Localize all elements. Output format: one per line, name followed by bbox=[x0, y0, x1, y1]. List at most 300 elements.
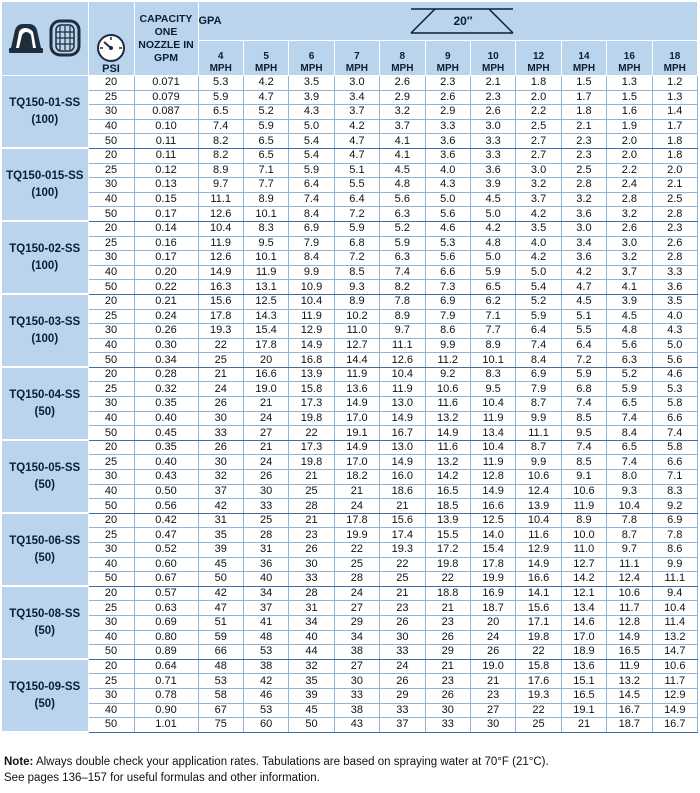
table-row bbox=[2, 163, 698, 178]
gpa-value: 2.8 bbox=[561, 178, 606, 193]
gpa-value: 5.0 bbox=[425, 192, 470, 207]
gpa-value: 9.9 bbox=[289, 265, 334, 280]
psi-value: 20 bbox=[88, 148, 134, 163]
capacity-value: 0.11 bbox=[134, 148, 198, 163]
pressure-gauge-icon bbox=[96, 33, 126, 63]
gpa-value: 3.0 bbox=[516, 163, 561, 178]
gpa-value: 21 bbox=[425, 601, 470, 616]
nozzle-model-cell bbox=[2, 148, 88, 221]
capacity-value: 0.10 bbox=[134, 119, 198, 134]
gpa-value: 5.9 bbox=[470, 265, 515, 280]
gpa-value: 51 bbox=[198, 615, 243, 630]
gpa-value: 67 bbox=[198, 703, 243, 718]
gpa-value: 10.9 bbox=[289, 280, 334, 295]
gpa-value: 11.7 bbox=[607, 601, 652, 616]
gpa-value: 2.7 bbox=[516, 134, 561, 149]
capacity-value: 0.32 bbox=[134, 382, 198, 397]
gpa-value: 7.4 bbox=[607, 411, 652, 426]
gpa-value: 21 bbox=[380, 586, 425, 601]
gpa-value: 6.6 bbox=[652, 411, 697, 426]
gpa-value: 7.8 bbox=[380, 294, 425, 309]
gpa-value: 7.4 bbox=[516, 338, 561, 353]
gpa-value: 33 bbox=[380, 703, 425, 718]
strainer-mesh: (100) bbox=[31, 113, 59, 126]
gpa-value: 2.5 bbox=[652, 192, 697, 207]
gpa-value: 3.7 bbox=[380, 119, 425, 134]
gpa-value: 6.8 bbox=[334, 236, 379, 251]
table-row bbox=[2, 411, 698, 426]
gpa-value: 11.2 bbox=[425, 353, 470, 368]
gpa-value: 9.9 bbox=[516, 455, 561, 470]
gpa-value: 2.9 bbox=[380, 90, 425, 105]
gpa-value: 17.6 bbox=[516, 674, 561, 689]
capacity-value: 0.14 bbox=[134, 221, 198, 236]
gpa-value: 14.3 bbox=[243, 309, 288, 324]
gpa-value: 5.9 bbox=[243, 119, 288, 134]
gpa-value: 7.2 bbox=[334, 207, 379, 222]
psi-value: 30 bbox=[88, 251, 134, 266]
gpa-value: 9.1 bbox=[561, 470, 606, 485]
gpa-value: 6.8 bbox=[561, 382, 606, 397]
gpa-value: 21 bbox=[289, 513, 334, 528]
gpa-value: 14.9 bbox=[380, 411, 425, 426]
psi-value: 25 bbox=[88, 309, 134, 324]
gpa-value: 14.9 bbox=[607, 630, 652, 645]
speed-value: 10 bbox=[487, 51, 499, 62]
speed-unit: MPH bbox=[300, 63, 323, 74]
gpa-value: 11.1 bbox=[652, 572, 697, 587]
gpa-value: 1.7 bbox=[561, 90, 606, 105]
gpa-value: 1.8 bbox=[561, 105, 606, 120]
capacity-value: 0.24 bbox=[134, 309, 198, 324]
gpa-value: 38 bbox=[243, 659, 288, 674]
speed-value: 7 bbox=[354, 51, 360, 62]
gpa-value: 17.8 bbox=[243, 338, 288, 353]
gpa-value: 15.8 bbox=[516, 659, 561, 674]
gpa-value: 11.9 bbox=[380, 382, 425, 397]
gpa-value: 17.8 bbox=[470, 557, 515, 572]
gpa-value: 4.2 bbox=[243, 76, 288, 91]
nozzle-spacing-label: 20″ bbox=[453, 14, 473, 28]
speed-header-10-mph bbox=[470, 41, 515, 76]
table-row bbox=[2, 324, 698, 339]
gpa-value: 11.9 bbox=[243, 265, 288, 280]
table-row bbox=[2, 76, 698, 91]
gpa-value: 26 bbox=[380, 674, 425, 689]
gpa-value: 15.6 bbox=[380, 513, 425, 528]
gpa-value: 23 bbox=[380, 601, 425, 616]
gpa-value: 19.9 bbox=[334, 528, 379, 543]
table-row bbox=[2, 367, 698, 382]
psi-value: 50 bbox=[88, 280, 134, 295]
psi-value: 30 bbox=[88, 324, 134, 339]
capacity-value: 0.20 bbox=[134, 265, 198, 280]
gpa-value: 5.5 bbox=[334, 178, 379, 193]
gpa-value: 5.9 bbox=[516, 309, 561, 324]
gpa-value: 3.6 bbox=[561, 207, 606, 222]
gpa-value: 5.9 bbox=[380, 236, 425, 251]
gpa-value: 8.4 bbox=[607, 426, 652, 441]
gpa-value: 4.8 bbox=[380, 178, 425, 193]
gpa-value: 2.4 bbox=[607, 178, 652, 193]
capacity-value: 0.42 bbox=[134, 513, 198, 528]
speed-header-16-mph bbox=[607, 41, 652, 76]
gpa-value: 4.2 bbox=[561, 265, 606, 280]
gpa-value: 14.9 bbox=[516, 557, 561, 572]
table-row bbox=[2, 338, 698, 353]
gpa-value: 3.2 bbox=[561, 192, 606, 207]
gpa-value: 27 bbox=[334, 601, 379, 616]
capacity-value: 0.30 bbox=[134, 338, 198, 353]
nozzle-model: TQ150-04-SS bbox=[9, 388, 81, 401]
gpa-value: 8.9 bbox=[243, 192, 288, 207]
gpa-value: 3.9 bbox=[289, 90, 334, 105]
gpa-value: 14.2 bbox=[561, 572, 606, 587]
gpa-value: 16.6 bbox=[516, 572, 561, 587]
gpa-value: 6.3 bbox=[380, 251, 425, 266]
capacity-value: 0.35 bbox=[134, 397, 198, 412]
speed-unit: MPH bbox=[618, 63, 641, 74]
gpa-value: 4.7 bbox=[334, 134, 379, 149]
gpa-value: 21 bbox=[425, 659, 470, 674]
gpa-value: 5.6 bbox=[652, 353, 697, 368]
gpa-value: 17.8 bbox=[334, 513, 379, 528]
speed-unit: MPH bbox=[391, 63, 414, 74]
gpa-value: 3.0 bbox=[561, 221, 606, 236]
gpa-value: 7.4 bbox=[561, 397, 606, 412]
gpa-value: 4.2 bbox=[334, 119, 379, 134]
strainer-icon bbox=[51, 21, 79, 55]
gpa-value: 4.8 bbox=[607, 324, 652, 339]
psi-value: 30 bbox=[88, 397, 134, 412]
capacity-value: 0.35 bbox=[134, 440, 198, 455]
gpa-value: 10.4 bbox=[516, 513, 561, 528]
gpa-value: 13.2 bbox=[425, 411, 470, 426]
gpa-value: 5.1 bbox=[334, 163, 379, 178]
gpa-value: 10.1 bbox=[243, 251, 288, 266]
gpa-value: 3.3 bbox=[470, 148, 515, 163]
gpa-value: 2.0 bbox=[516, 90, 561, 105]
gpa-value: 10.6 bbox=[516, 470, 561, 485]
gpa-value: 42 bbox=[198, 499, 243, 514]
gpa-value: 15.5 bbox=[425, 528, 470, 543]
gpa-value: 7.4 bbox=[380, 265, 425, 280]
gpa-value: 11.6 bbox=[516, 528, 561, 543]
psi-label: PSI bbox=[102, 63, 120, 75]
gpa-value: 5.2 bbox=[607, 367, 652, 382]
gpa-value: 15.4 bbox=[243, 324, 288, 339]
gpa-value: 8.3 bbox=[652, 484, 697, 499]
gpa-value: 6.4 bbox=[516, 324, 561, 339]
gpa-value: 6.4 bbox=[289, 178, 334, 193]
gpa-value: 7.4 bbox=[652, 426, 697, 441]
gpa-value: 2.8 bbox=[607, 192, 652, 207]
gpa-value: 4.2 bbox=[516, 251, 561, 266]
gpa-value: 10.4 bbox=[470, 397, 515, 412]
gpa-value: 29 bbox=[380, 688, 425, 703]
header-row-top bbox=[2, 2, 698, 41]
gpa-value: 8.9 bbox=[561, 513, 606, 528]
gpa-value: 6.9 bbox=[289, 221, 334, 236]
capacity-value: 0.50 bbox=[134, 484, 198, 499]
table-row bbox=[2, 178, 698, 193]
table-row bbox=[2, 90, 698, 105]
gpa-value: 12.7 bbox=[561, 557, 606, 572]
gpa-value: 14.9 bbox=[289, 338, 334, 353]
gpa-value: 38 bbox=[334, 703, 379, 718]
gpa-value: 16.7 bbox=[380, 426, 425, 441]
gpa-value: 25 bbox=[380, 572, 425, 587]
psi-value: 50 bbox=[88, 572, 134, 587]
gpa-value: 3.7 bbox=[334, 105, 379, 120]
gpa-value: 30 bbox=[470, 718, 515, 733]
spray-angle-icon bbox=[407, 7, 517, 35]
gpa-value: 27 bbox=[470, 703, 515, 718]
gpa-value: 5.9 bbox=[198, 90, 243, 105]
psi-value: 25 bbox=[88, 236, 134, 251]
gpa-value: 2.7 bbox=[516, 148, 561, 163]
gpa-value: 5.8 bbox=[652, 397, 697, 412]
gpa-value: 16.5 bbox=[607, 645, 652, 660]
gpa-value: 9.9 bbox=[652, 557, 697, 572]
gpa-value: 3.3 bbox=[470, 134, 515, 149]
gpa-value: 26 bbox=[425, 630, 470, 645]
gpa-value: 4.5 bbox=[607, 309, 652, 324]
gpa-value: 30 bbox=[198, 455, 243, 470]
gpa-value: 4.0 bbox=[516, 236, 561, 251]
gpa-value: 17.4 bbox=[380, 528, 425, 543]
gpa-value: 18.9 bbox=[561, 645, 606, 660]
gpa-value: 6.5 bbox=[607, 397, 652, 412]
nozzle-model: TQ150-09-SS bbox=[9, 680, 81, 693]
capacity-value: 0.22 bbox=[134, 280, 198, 295]
gpa-value: 3.2 bbox=[607, 207, 652, 222]
speed-unit: MPH bbox=[663, 63, 686, 74]
gpa-value: 46 bbox=[243, 688, 288, 703]
table-row bbox=[2, 455, 698, 470]
table-row bbox=[2, 105, 698, 120]
gpa-value: 9.5 bbox=[470, 382, 515, 397]
nozzle-model-cell bbox=[2, 659, 88, 732]
gpa-value: 15.1 bbox=[561, 674, 606, 689]
gpa-value: 38 bbox=[334, 645, 379, 660]
table-row bbox=[2, 601, 698, 616]
gpa-value: 19.3 bbox=[516, 688, 561, 703]
gpa-value: 4.5 bbox=[380, 163, 425, 178]
gpa-value: 5.6 bbox=[425, 207, 470, 222]
gpa-value: 16.5 bbox=[425, 484, 470, 499]
gpa-header bbox=[198, 2, 698, 41]
gpa-value: 8.4 bbox=[289, 207, 334, 222]
strainer-mesh: (100) bbox=[31, 332, 59, 345]
gpa-value: 22 bbox=[380, 557, 425, 572]
gpa-value: 13.4 bbox=[561, 601, 606, 616]
gpa-value: 9.3 bbox=[334, 280, 379, 295]
table-row bbox=[2, 688, 698, 703]
gpa-value: 21 bbox=[198, 367, 243, 382]
gpa-value: 34 bbox=[334, 630, 379, 645]
gpa-value: 3.6 bbox=[425, 148, 470, 163]
gpa-value: 41 bbox=[243, 615, 288, 630]
gpa-value: 18.5 bbox=[425, 499, 470, 514]
table-row bbox=[2, 265, 698, 280]
gpa-value: 8.9 bbox=[470, 338, 515, 353]
gpa-value: 2.3 bbox=[561, 134, 606, 149]
gpa-value: 17.0 bbox=[334, 411, 379, 426]
gpa-value: 1.2 bbox=[652, 76, 697, 91]
gpa-value: 12.4 bbox=[516, 484, 561, 499]
gpa-value: 6.2 bbox=[470, 294, 515, 309]
psi-value: 20 bbox=[88, 76, 134, 91]
table-row bbox=[2, 294, 698, 309]
gpa-value: 33 bbox=[425, 718, 470, 733]
strainer-mesh: (50) bbox=[34, 697, 55, 710]
gpa-value: 30 bbox=[243, 484, 288, 499]
strainer-mesh: (100) bbox=[31, 259, 59, 272]
gpa-value: 7.8 bbox=[652, 528, 697, 543]
gpa-value: 7.9 bbox=[516, 382, 561, 397]
capacity-value: 0.56 bbox=[134, 499, 198, 514]
gpa-value: 4.1 bbox=[607, 280, 652, 295]
gpa-value: 1.6 bbox=[607, 105, 652, 120]
table-row bbox=[2, 674, 698, 689]
table-row bbox=[2, 440, 698, 455]
gpa-value: 2.6 bbox=[652, 236, 697, 251]
gpa-value: 10.2 bbox=[334, 309, 379, 324]
gpa-value: 8.7 bbox=[516, 440, 561, 455]
gpa-value: 19.8 bbox=[289, 455, 334, 470]
gpa-value: 26 bbox=[243, 470, 288, 485]
gpa-value: 7.1 bbox=[470, 309, 515, 324]
gpa-value: 12.6 bbox=[198, 207, 243, 222]
gpa-value: 6.4 bbox=[334, 192, 379, 207]
gpa-value: 11.1 bbox=[607, 557, 652, 572]
speed-value: 12 bbox=[532, 51, 545, 62]
gpa-value: 19.8 bbox=[425, 557, 470, 572]
gpa-value: 19.8 bbox=[289, 411, 334, 426]
gpa-value: 2.9 bbox=[425, 105, 470, 120]
gpa-value: 17.8 bbox=[198, 309, 243, 324]
gpa-value: 11.9 bbox=[470, 455, 515, 470]
gpa-value: 5.3 bbox=[652, 382, 697, 397]
nozzle-model: TQ150-03-SS bbox=[9, 315, 81, 328]
gpa-value: 4.2 bbox=[516, 207, 561, 222]
psi-value: 50 bbox=[88, 426, 134, 441]
speed-value: 5 bbox=[263, 51, 269, 62]
gpa-value: 12.5 bbox=[243, 294, 288, 309]
gpa-value: 75 bbox=[198, 718, 243, 733]
gpa-value: 14.9 bbox=[470, 484, 515, 499]
strainer-mesh: (50) bbox=[34, 551, 55, 564]
psi-value: 40 bbox=[88, 338, 134, 353]
gpa-value: 11.1 bbox=[380, 338, 425, 353]
gpa-value: 33 bbox=[198, 426, 243, 441]
gpa-value: 11.9 bbox=[561, 499, 606, 514]
gpa-value: 12.9 bbox=[652, 688, 697, 703]
speed-unit: MPH bbox=[527, 63, 550, 74]
gpa-value: 16.7 bbox=[652, 718, 697, 733]
nozzle-model-cell bbox=[2, 367, 88, 440]
gpa-value: 10.4 bbox=[289, 294, 334, 309]
gpa-value: 37 bbox=[380, 718, 425, 733]
psi-value: 20 bbox=[88, 659, 134, 674]
gpa-value: 4.5 bbox=[470, 192, 515, 207]
gpa-value: 6.6 bbox=[425, 265, 470, 280]
table-row bbox=[2, 280, 698, 295]
gpa-value: 3.6 bbox=[561, 251, 606, 266]
gpa-value: 2.5 bbox=[516, 119, 561, 134]
gpa-value: 5.5 bbox=[561, 324, 606, 339]
gpa-value: 6.6 bbox=[652, 455, 697, 470]
gpa-value: 31 bbox=[289, 601, 334, 616]
gpa-value: 8.7 bbox=[607, 528, 652, 543]
table-row bbox=[2, 382, 698, 397]
table-row bbox=[2, 134, 698, 149]
gpa-value: 24 bbox=[198, 382, 243, 397]
capacity-value: 0.47 bbox=[134, 528, 198, 543]
gpa-value: 14.9 bbox=[425, 426, 470, 441]
gpa-value: 2.6 bbox=[425, 90, 470, 105]
capacity-value: 0.78 bbox=[134, 688, 198, 703]
gpa-value: 11.0 bbox=[334, 324, 379, 339]
strainer-mesh: (100) bbox=[31, 186, 59, 199]
gpa-value: 3.4 bbox=[334, 90, 379, 105]
gpa-value: 21 bbox=[561, 718, 606, 733]
speed-header-14-mph bbox=[561, 41, 606, 76]
gpa-value: 2.0 bbox=[652, 163, 697, 178]
gpa-value: 16.8 bbox=[289, 353, 334, 368]
gpa-value: 11.7 bbox=[652, 674, 697, 689]
gpa-value: 31 bbox=[243, 543, 288, 558]
speed-unit: MPH bbox=[254, 63, 278, 74]
gpa-value: 9.4 bbox=[652, 586, 697, 601]
speed-value: 6 bbox=[308, 51, 315, 62]
gpa-value: 8.9 bbox=[334, 294, 379, 309]
table-row bbox=[2, 513, 698, 528]
gpa-value: 2.3 bbox=[652, 221, 697, 236]
psi-value: 20 bbox=[88, 586, 134, 601]
gpa-value: 4.8 bbox=[470, 236, 515, 251]
gpa-value: 1.8 bbox=[652, 134, 697, 149]
gpa-value: 11.6 bbox=[425, 440, 470, 455]
speed-unit: MPH bbox=[209, 63, 232, 74]
gpa-value: 16.3 bbox=[198, 280, 243, 295]
psi-value: 20 bbox=[88, 294, 134, 309]
gpa-value: 25 bbox=[516, 718, 561, 733]
gpa-value: 8.7 bbox=[516, 397, 561, 412]
gpa-value: 48 bbox=[198, 659, 243, 674]
gpa-value: 3.9 bbox=[607, 294, 652, 309]
speed-value: 16 bbox=[623, 51, 635, 62]
gpa-value: 10.4 bbox=[198, 221, 243, 236]
gpa-value: 5.6 bbox=[607, 338, 652, 353]
gpa-value: 11.1 bbox=[198, 192, 243, 207]
gpa-value: 15.6 bbox=[198, 294, 243, 309]
gpa-value: 4.1 bbox=[380, 148, 425, 163]
gpa-value: 3.6 bbox=[425, 134, 470, 149]
gpa-value: 21 bbox=[289, 470, 334, 485]
gpa-value: 16.6 bbox=[470, 499, 515, 514]
gpa-value: 16.9 bbox=[470, 586, 515, 601]
table-row bbox=[2, 572, 698, 587]
gpa-value: 3.9 bbox=[470, 178, 515, 193]
gpa-value: 8.4 bbox=[289, 251, 334, 266]
gpa-value: 12.8 bbox=[470, 470, 515, 485]
gpa-value: 18.7 bbox=[607, 718, 652, 733]
gpa-value: 17.3 bbox=[289, 397, 334, 412]
gpa-value: 4.3 bbox=[289, 105, 334, 120]
gpa-value: 1.8 bbox=[652, 148, 697, 163]
